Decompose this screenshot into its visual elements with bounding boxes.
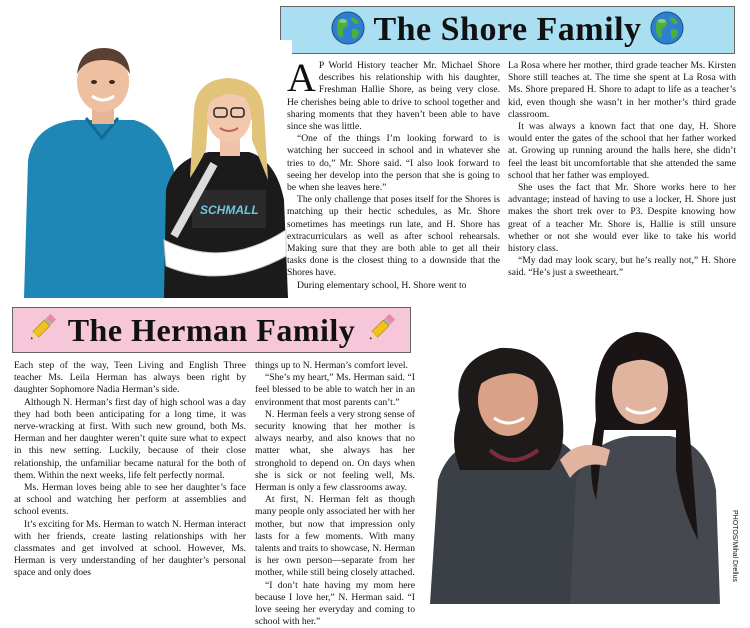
herman-article-col2	[255, 360, 415, 628]
herman-family-photo	[420, 310, 720, 604]
herman-article-col1	[14, 360, 246, 606]
article-paragraph: She uses the fact that Mr. Shore works here to her advantage; instead of having to use a locker, H. Shore just makes the short trek over to P3. Despite knowing how great of a teacher Mr. Shore is, Hallie is still unsure whether or not she would ever like to take his world history class.	[508, 182, 736, 255]
article-paragraph: The only challenge that poses itself for the Shores is matching up their hectic schedules, as Mr. Shore sometimes has meetings run late, and H. Shore has extracurriculars as well as after school rehearsals. Making sure that they are both able to get all their tasks done is the closest thing to a downside that the Shores have.	[287, 194, 500, 279]
globe-icon	[650, 11, 684, 50]
article-paragraph: P World History teacher Mr. Michael Shore describes his relationship with his daughter, Freshman Hallie Shore, as being very close. He cherishes being able to drive to school together and sharing moments that they haven’t been able to have since she was little.	[287, 60, 500, 133]
pencil-icon	[363, 310, 399, 351]
article-paragraph: It was always a known fact that one day, H. Shore would enter the gates of the school that her father worked at. Growing up running around the halls here, she didn’t feel the least bit uncomfortable that she attended the same school that her father was employed.	[508, 121, 736, 181]
article-paragraph: It’s exciting for Ms. Herman to watch N. Herman interact with her friends, create lasting relationships with her classmates and get involved at school. However, Ms. Herman is very understanding of her daughter’s personal space and only does	[14, 518, 246, 579]
article-paragraph: During elementary school, H. Shore went to	[297, 279, 467, 291]
herman-title: The Herman Family	[67, 311, 356, 348]
article-paragraph: “She’s my heart,” Ms. Herman said. “I feel blessed to be able to watch her in an environment that most parents can’t.”	[255, 372, 415, 408]
shirt-text: SCHMALL	[200, 203, 259, 217]
shore-article-col1	[287, 55, 500, 292]
article-paragraph: N. Herman feels a very strong sense of security knowing that her mother is always nearby, and also knows that no matter what, she always has her stronghold to depend on. On days when she is sick or not feeling well, Ms. Herman is only a few classrooms away.	[255, 408, 415, 494]
article-paragraph: things up to N. Herman’s comfort level.	[255, 360, 408, 371]
article-paragraph: “One of the things I’m looking forward to is watching her succeed in school and in whatever she tries to do,” Mr. Shore said. “I also look forward to seeing her develop into the person that she is going to be when she leaves here.”	[287, 133, 500, 194]
article-paragraph: Ms. Herman loves being able to see her daughter’s face at school and watching her perform at assemblies and school events.	[14, 482, 246, 518]
pencil-icon	[24, 310, 60, 351]
photo-credit: PHOTOS/Mihal Drellus	[731, 510, 738, 582]
shore-article-col2	[508, 60, 736, 292]
article-paragraph: La Rosa where her mother, third grade teacher Ms. Kirsten Shore still teaches at. The time she spent at La Rosa with Ms. Shore prepared H. Shore to adapt to life as a teacher’s kid, even though she wasn’t in her mother’s third grade classroom.	[508, 60, 736, 120]
article-paragraph: “My dad may look scary, but he’s really not,” H. Shore said. “He’s just a sweetheart.”	[508, 255, 736, 279]
herman-title-banner	[12, 307, 411, 353]
article-paragraph: Each step of the way, Teen Living and English Three teacher Ms. Leila Herman has always been right by daughter Sophomore Nadia Herman’s side.	[14, 360, 246, 396]
article-paragraph: Although N. Herman’s first day of high school was a day they had both been anticipating for a long time, it was nerve-wracking at first. With such new ground, both Ms. Herman and her daughter weren’t quite sure what to expect in this new setting. Luckily, because of their close relationship, the unfamiliar became natural for the both of them. Within the next weeks, life felt perfectly normal.	[14, 396, 246, 481]
drop-cap: A	[287, 55, 316, 100]
article-paragraph: At first, N. Herman felt as though many people only associated her with her mother, but now that impression only lasts for a few moments. With many talents and traits to showcase, N. Herman is her own person—separate from her mother, while still being closely attached.	[255, 494, 415, 579]
shore-title: The Shore Family	[373, 11, 642, 48]
shore-title-banner	[280, 6, 735, 54]
shore-family-photo	[14, 40, 292, 298]
globe-icon	[331, 11, 365, 50]
article-paragraph: “I don’t hate having my mom here because I love her,” N. Herman said. “I love seeing her everyday and coming to school with her.”	[255, 579, 415, 628]
